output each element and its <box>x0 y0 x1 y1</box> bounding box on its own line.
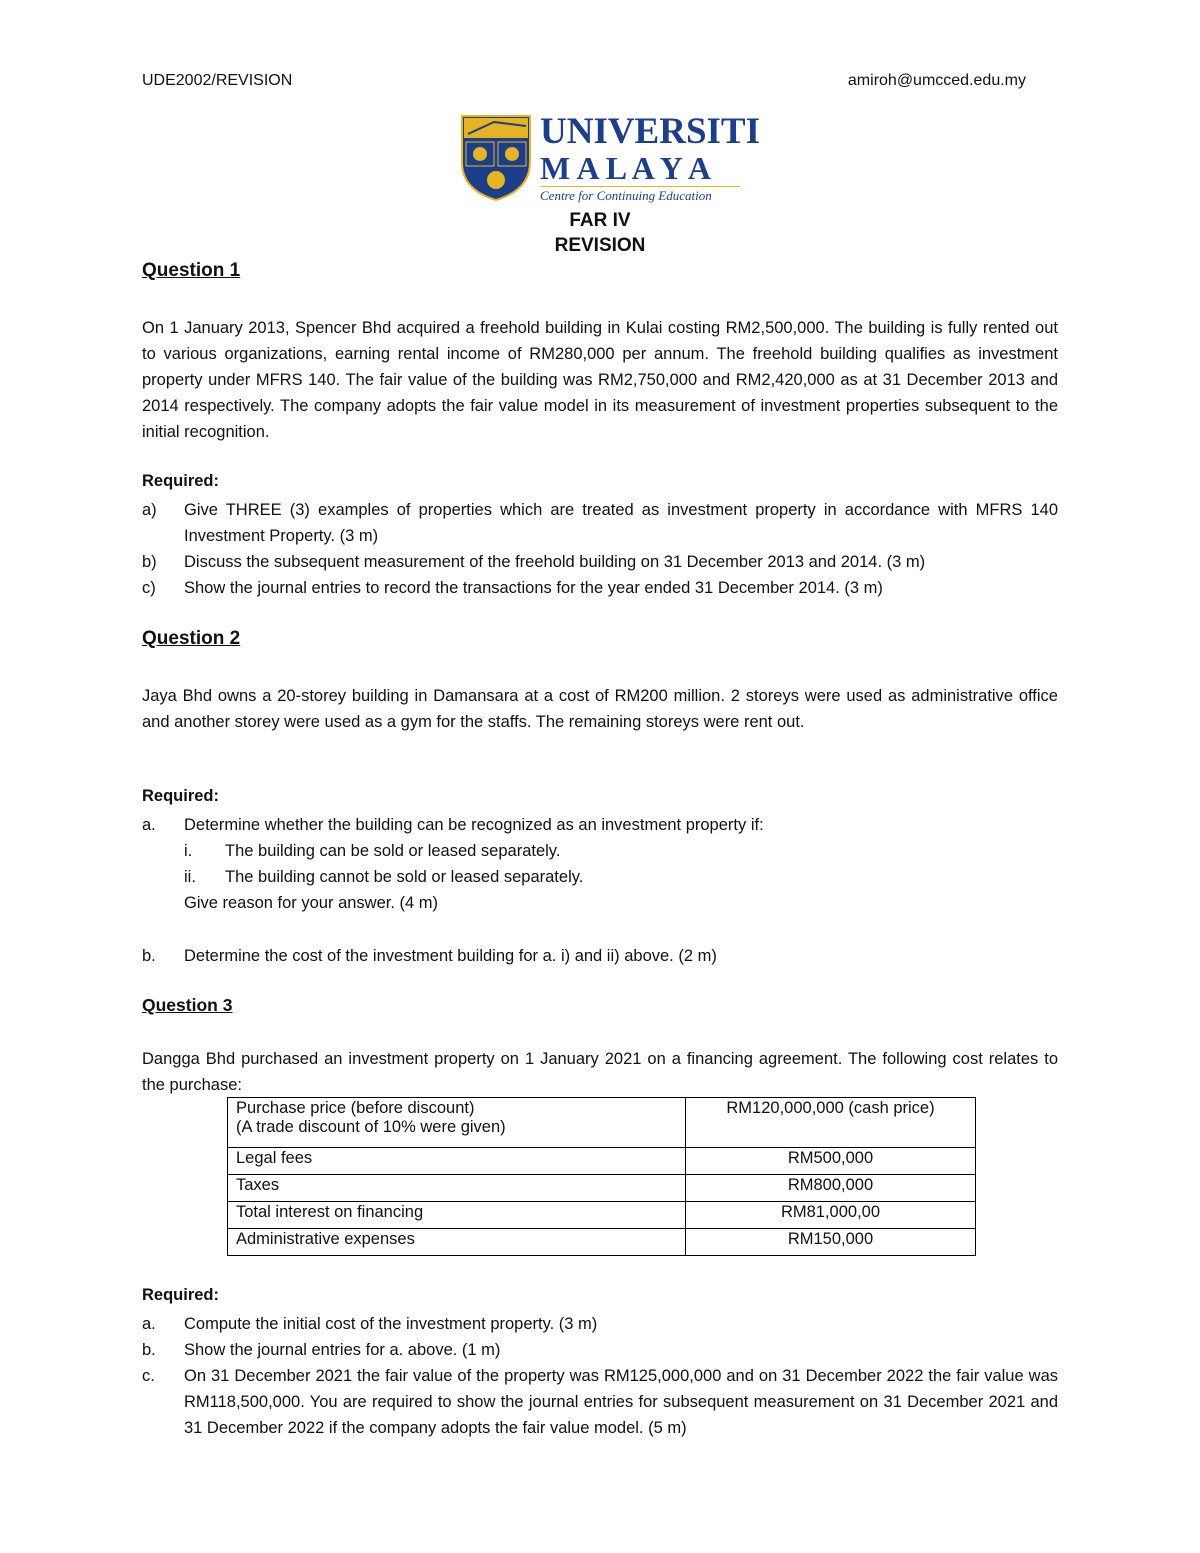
list-item-text: Determine the cost of the investment building for a. i) and ii) above. (2 m) <box>184 947 717 965</box>
sub-list-item-label: i. <box>184 842 193 860</box>
table-row <box>228 1098 976 1148</box>
list-item-text: Show the journal entries for a. above. (1 m) <box>184 1341 501 1359</box>
list-item <box>142 1337 1058 1363</box>
logo-line-malaya: M A L A Y A <box>540 150 712 186</box>
table-row <box>228 1175 976 1202</box>
list-item <box>142 943 1058 969</box>
list-item-text: Compute the initial cost of the investment property. (3 m) <box>184 1315 598 1333</box>
list-item <box>142 1363 1058 1467</box>
list-item-label: b) <box>142 553 157 571</box>
list-item-label: c) <box>142 579 156 597</box>
logo-line-cce: Centre for Continuing Education <box>540 188 712 203</box>
header-course-code: UDE2002/REVISION <box>142 72 293 89</box>
table-row <box>228 1148 976 1175</box>
question-2-reason-note: Give reason for your answer. (4 m) <box>184 894 439 912</box>
question-1-heading: Question 1 <box>142 260 241 281</box>
list-item-label: b. <box>142 1341 156 1359</box>
table-cell-value: RM120,000,000 (cash price) <box>686 1098 976 1148</box>
list-item-text: Determine whether the building can be recognized as an investment property if: <box>184 816 764 834</box>
list-item-text: Give THREE (3) examples of properties which are treated as investment property in accordance with MFRS 140 Investment Property. (3 m) <box>184 501 1058 545</box>
list-item-text: Discuss the subsequent measurement of the freehold building on 31 December 2013 and 2014. (3 m) <box>184 553 926 571</box>
table-cell-value: RM500,000 <box>686 1148 976 1175</box>
table-cell-value: RM81,000,00 <box>686 1202 976 1229</box>
table-cell-item <box>228 1098 686 1148</box>
list-item-label: c. <box>142 1367 155 1385</box>
table-cell-item: Legal fees <box>228 1148 686 1175</box>
list-item <box>142 1311 1058 1337</box>
university-logo <box>460 111 761 204</box>
list-item-label: a. <box>142 1315 156 1333</box>
question-1-required: Required: <box>142 472 220 490</box>
table-row <box>228 1202 976 1229</box>
question-2-paragraph: Jaya Bhd owns a 20-storey building in Damansara at a cost of RM200 million. 2 storeys were used as administrative office and another storey were used as a gym for the staffs. The remaining storeys were rent out. <box>142 687 1058 731</box>
table-cell-item: Administrative expenses <box>228 1229 686 1256</box>
cost-table <box>227 1097 976 1256</box>
table-cell-item-line2: (A trade discount of 10% were given) <box>236 1118 506 1136</box>
list-item-label: a) <box>142 501 157 519</box>
sub-list-item <box>184 838 1058 864</box>
list-item <box>142 549 1058 575</box>
doc-title-line2: REVISION <box>554 235 646 256</box>
table-cell-item-line1: Purchase price (before discount) <box>236 1099 475 1117</box>
list-item-text: Show the journal entries to record the transactions for the year ended 31 December 2014. (3 m) <box>184 579 883 597</box>
question-3-heading: Question 3 <box>142 995 233 1015</box>
logo-line-universiti: UNIVERSITI <box>540 111 761 152</box>
sub-list-item <box>184 864 1058 890</box>
question-3-paragraph: Dangga Bhd purchased an investment property on 1 January 2021 on a financing agreement. The following cost relates to the purchase: <box>142 1050 1058 1094</box>
table-cell-value: RM800,000 <box>686 1175 976 1202</box>
table-cell-item: Taxes <box>228 1175 686 1202</box>
crest-icon <box>460 112 532 202</box>
table-cell-item: Total interest on financing <box>228 1202 686 1229</box>
sub-list-item-text: The building can be sold or leased separately. <box>225 842 561 860</box>
table-cell-value: RM150,000 <box>686 1229 976 1256</box>
question-2-required: Required: <box>142 787 220 805</box>
question-3-required: Required: <box>142 1286 220 1304</box>
list-item <box>142 497 1058 549</box>
header-email: amiroh@umcced.edu.my <box>847 72 1026 89</box>
question-2-heading: Question 2 <box>142 628 241 649</box>
doc-title-line1: FAR IV <box>569 210 631 231</box>
list-item-label: a. <box>142 816 156 834</box>
question-1-paragraph: On 1 January 2013, Spencer Bhd acquired a freehold building in Kulai costing RM2,500,000. The building is fully rented out to various organizations, earning rental income of RM280,000 per annum. The freehold building qualifies as investment property under MFRS 140. The fair value of the building was RM2,750,000 and RM2,420,000 as at 31 December 2013 and 2014 respectively. The company adopts the fair value model in its measurement of investment properties subsequent to the initial recognition. <box>142 319 1058 441</box>
list-item <box>142 812 1058 838</box>
list-item-label: b. <box>142 947 156 965</box>
sub-list-item-text: The building cannot be sold or leased separately. <box>225 868 584 886</box>
list-item <box>142 575 1058 601</box>
sub-list-item-label: ii. <box>184 868 196 886</box>
table-row <box>228 1229 976 1256</box>
list-item-text: On 31 December 2021 the fair value of the property was RM125,000,000 and on 31 December 2022 the fair value was RM118,500,000. You are required to show the journal entries for subsequent measurement on 31 December 2021 and 31 December 2022 if the company adopts the fair value model. (5 m) <box>184 1367 1058 1437</box>
